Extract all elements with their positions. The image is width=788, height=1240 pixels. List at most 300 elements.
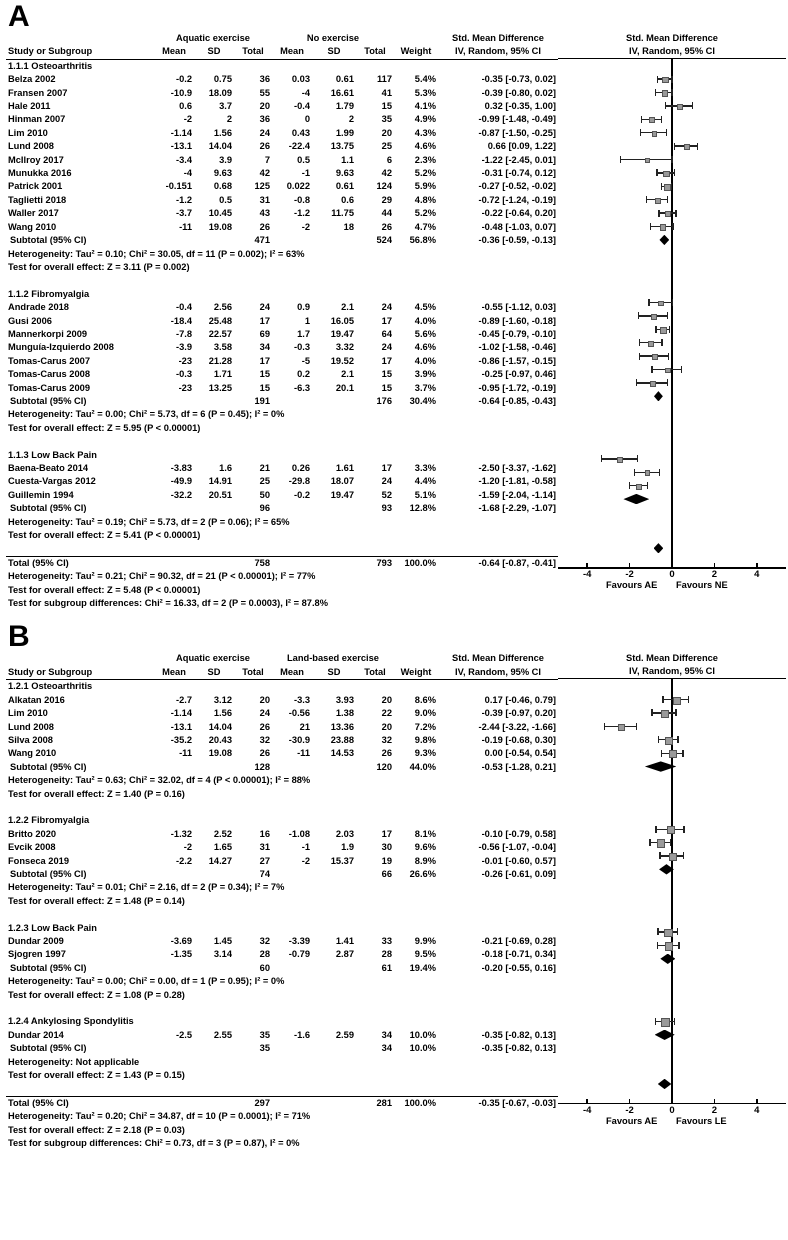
study-name: Patrick 2001 [8, 181, 63, 192]
ci-cap-lower [662, 696, 663, 703]
subtotal-row [6, 761, 558, 774]
subgroup-label: 1.1.1 Osteoarthritis [8, 60, 93, 71]
forest-panel-b [0, 620, 788, 1150]
study-mean1: -49.9 [170, 476, 192, 487]
effect-marker [665, 737, 674, 746]
spacer-row [6, 908, 558, 921]
effect-marker [669, 853, 677, 861]
study-sd2: 19.52 [330, 355, 354, 366]
table-group-header-row [6, 32, 558, 45]
col-mean1: Mean [154, 45, 194, 59]
x-axis-tick-label: 4 [754, 569, 760, 581]
study-effect-ci: 0.66 [0.09, 1.22] [487, 141, 556, 152]
study-weight: 9.6% [414, 842, 436, 853]
heterogeneity-note: Heterogeneity: Tau² = 0.10; Chi² = 30.05, df = 11 (P = 0.002); I² = 63% [8, 248, 305, 259]
table-row [6, 855, 558, 868]
study-name: Cuesta-Vargas 2012 [8, 476, 96, 487]
total-label: Total (95% CI) [6, 1096, 154, 1110]
subgroup-label: 1.1.3 Low Back Pain [8, 449, 97, 460]
heterogeneity-note: Heterogeneity: Tau² = 0.63; Chi² = 32.02, df = 4 (P < 0.00001); I² = 88% [8, 775, 311, 786]
subtotal-weight: 10.0% [409, 1043, 436, 1054]
study-sd1: 3.58 [213, 342, 232, 353]
study-sd2: 2.1 [341, 369, 354, 380]
col-study: Study or Subgroup [6, 666, 154, 680]
table-row [6, 721, 558, 734]
ci-cap-lower [629, 482, 630, 489]
study-sd2: 3.93 [335, 694, 354, 705]
heterogeneity-row [6, 408, 558, 421]
study-sd2: 1.38 [335, 708, 354, 719]
x-axis-tick-label: 4 [754, 1104, 760, 1116]
study-sd2: 23.88 [330, 734, 354, 745]
col-total2: Total [356, 45, 394, 59]
study-sd2: 1.61 [335, 463, 354, 473]
study-mean1: -1.14 [170, 127, 192, 138]
ci-cap-upper [675, 210, 676, 217]
study-weight: 4.4% [414, 476, 436, 487]
study-mean1: -0.151 [165, 181, 192, 192]
study-total2: 17 [381, 315, 392, 326]
study-name: Hinman 2007 [8, 114, 66, 125]
table-group-header-row [6, 652, 558, 665]
group1-header: Aquatic exercise [176, 653, 250, 664]
study-total2: 17 [381, 463, 392, 473]
study-effect-ci: -0.56 [-1.07, -0.04] [478, 842, 556, 853]
study-mean1: -0.2 [175, 74, 192, 85]
spacer-row [6, 1082, 558, 1096]
overall-effect-row [6, 529, 558, 542]
study-sd1: 19.08 [208, 221, 232, 232]
ci-cap-upper [681, 366, 682, 373]
study-sd2: 0.61 [335, 74, 354, 85]
study-weight: 4.0% [414, 315, 436, 326]
study-name: Sjogren 1997 [8, 949, 66, 960]
study-mean1: -3.69 [170, 936, 192, 946]
study-total2: 33 [381, 936, 392, 946]
subtotal-total1: 60 [259, 962, 270, 973]
study-effect-ci: -0.87 [-1.50, -0.25] [478, 127, 556, 138]
effect-marker [660, 327, 667, 334]
subtotal-total2: 120 [376, 761, 392, 772]
subgroup-header-row [6, 59, 558, 73]
ci-cap-upper [692, 102, 693, 109]
study-total2: 6 [386, 154, 392, 165]
study-sd1: 1.56 [213, 127, 232, 138]
effect-marker [636, 484, 642, 490]
study-mean1: -10.9 [170, 87, 192, 98]
study-sd2: 14.53 [330, 748, 354, 759]
study-name: Fransen 2007 [8, 87, 68, 98]
plot-subtitle: IV, Random, 95% CI [629, 46, 715, 56]
subtotal-label: Subtotal (95% CI) [10, 962, 87, 973]
study-effect-ci: -2.44 [-3.22, -1.66] [478, 721, 556, 732]
subgroup-header-row [6, 680, 558, 694]
study-weight: 5.1% [414, 489, 436, 500]
study-sd1: 14.27 [208, 855, 232, 866]
ci-cap-lower [665, 102, 666, 109]
ci-cap-lower [646, 196, 647, 203]
subtotal-row [6, 962, 558, 975]
favours-left-label: Favours AE [606, 580, 658, 591]
study-mean2: -2 [301, 221, 310, 232]
ci-cap-lower [655, 826, 656, 833]
ci-cap-lower [661, 750, 662, 757]
total-note-row-0 [6, 570, 558, 583]
effect-marker [618, 724, 625, 731]
favours-right-label: Favours NE [676, 580, 728, 591]
plot-subtitle: IV, Random, 95% CI [629, 666, 715, 677]
study-mean1: -13.1 [170, 721, 192, 732]
x-axis-tick-label: 2 [711, 569, 718, 581]
study-effect-ci: -0.31 [-0.74, 0.12] [481, 168, 556, 179]
x-axis-tick-label: -2 [625, 569, 634, 581]
col-mean1: Mean [154, 666, 194, 680]
study-weight: 10.0% [409, 1029, 436, 1040]
study-mean1: -3.7 [175, 208, 192, 219]
study-mean2: -6.3 [293, 382, 310, 393]
ci-cap-upper [677, 736, 678, 743]
col-total2: Total [356, 666, 394, 680]
effect-marker [662, 77, 668, 83]
study-mean1: -3.4 [175, 154, 192, 165]
effect-marker [617, 457, 622, 462]
ci-cap-lower [661, 183, 662, 190]
subgroup-label: 1.2.3 Low Back Pain [8, 922, 97, 933]
plot-title: Std. Mean Difference [626, 653, 718, 664]
study-mean2: 0.03 [291, 74, 310, 85]
study-weight: 7.2% [414, 721, 436, 732]
overall-effect-note: Test for overall effect: Z = 1.48 (P = 0.14) [8, 895, 185, 906]
study-total1: 26 [259, 141, 270, 152]
study-sd1: 0.75 [213, 74, 232, 85]
study-mean1: -0.3 [175, 369, 192, 380]
subgroup-header-row [6, 288, 558, 301]
study-total2: 24 [381, 302, 392, 313]
table-row [6, 194, 558, 207]
study-sd1: 2.52 [213, 828, 232, 839]
heterogeneity-row [6, 516, 558, 529]
subgroup-header-row [6, 449, 558, 462]
study-mean1: -3.83 [170, 463, 192, 473]
ci-cap-upper [661, 116, 662, 123]
study-sd2: 20.1 [335, 382, 354, 393]
subtotal-effect-ci: -0.20 [-0.55, 0.16] [481, 962, 556, 973]
ci-cap-upper [671, 89, 672, 96]
study-sd2: 16.05 [330, 315, 354, 326]
study-total2: 34 [381, 1029, 392, 1040]
ci-cap-lower [620, 156, 621, 163]
subtotal-total2: 524 [376, 235, 392, 246]
table-row [6, 328, 558, 341]
study-total1: 17 [259, 355, 270, 366]
study-mean2: -5 [301, 355, 310, 366]
total-note-row-2 [6, 1137, 558, 1150]
ci-cap-lower [634, 469, 635, 476]
study-sd2: 0.6 [341, 194, 354, 205]
table-row [6, 734, 558, 747]
x-axis-tick-label: -4 [582, 569, 592, 581]
study-total1: 28 [259, 949, 270, 960]
spacer-row [6, 435, 558, 448]
effect-marker [658, 301, 664, 307]
effect-marker [677, 104, 683, 110]
table-row [6, 462, 558, 475]
total-row [6, 1096, 558, 1110]
col-sd2: SD [312, 666, 356, 680]
overall-effect-note: Test for overall effect: Z = 1.08 (P = 0.28) [8, 989, 185, 1000]
study-total2: 17 [381, 828, 392, 839]
panel-letter: B [8, 620, 29, 654]
subtotal-total1: 35 [259, 1043, 270, 1054]
x-axis-tick [586, 1099, 588, 1104]
study-sd1: 1.71 [213, 369, 232, 380]
subtotal-total2: 66 [381, 868, 392, 879]
study-weight: 5.4% [414, 74, 436, 85]
ci-cap-upper [659, 469, 660, 476]
ci-cap-lower [651, 709, 652, 716]
spacer-row [6, 542, 558, 556]
study-sd1: 14.04 [208, 141, 232, 152]
effect-marker [662, 90, 668, 96]
study-mean2: 1 [304, 315, 310, 326]
effect-marker [665, 211, 671, 217]
subtotal-effect-ci: -0.26 [-0.61, 0.09] [481, 868, 556, 879]
ci-cap-upper [697, 143, 698, 150]
effect-marker [667, 826, 675, 834]
study-sd2: 2.59 [335, 1029, 354, 1040]
study-effect-ci: -1.22 [-2.45, 0.01] [481, 154, 556, 165]
table-row [6, 935, 558, 948]
x-axis-tick-label: 2 [711, 1104, 718, 1116]
study-total1: 32 [259, 936, 270, 946]
study-table [6, 32, 558, 610]
study-mean2: -1.6 [293, 1029, 310, 1040]
study-mean2: -1 [301, 168, 310, 179]
total-weight: 100.0% [394, 1096, 438, 1110]
study-sd1: 0.68 [213, 181, 232, 192]
study-total2: 124 [376, 181, 392, 192]
forest-plot-canvas [558, 32, 786, 593]
subtotal-row [6, 1042, 558, 1055]
study-name: Dundar 2009 [8, 936, 64, 946]
ci-cap-lower [650, 223, 651, 230]
study-sd1: 21.28 [208, 355, 232, 366]
study-sd1: 14.04 [208, 721, 232, 732]
study-effect-ci: -0.45 [-0.79, -0.10] [478, 328, 556, 339]
subtotal-total1: 471 [254, 235, 270, 246]
ci-cap-lower [657, 76, 658, 83]
study-effect-ci: -0.35 [-0.82, 0.13] [481, 1029, 556, 1040]
study-weight: 8.6% [414, 694, 436, 705]
ci-cap-lower [649, 839, 650, 846]
total-note: Test for subgroup differences: Chi² = 0.73, df = 3 (P = 0.87), I² = 0% [8, 1138, 300, 1149]
study-mean2: 0.43 [291, 127, 310, 138]
study-sd2: 2.1 [341, 302, 354, 313]
study-name: Mannerkorpi 2009 [8, 328, 88, 339]
table-row [6, 221, 558, 234]
study-total2: 15 [381, 101, 392, 112]
study-total2: 52 [381, 489, 392, 500]
study-name: Baena-Beato 2014 [8, 463, 89, 473]
effect-marker [665, 942, 674, 951]
subtotal-label: Subtotal (95% CI) [10, 235, 87, 246]
study-sd2: 13.75 [330, 141, 354, 152]
total-total1: 758 [234, 556, 272, 570]
total-diamond [658, 1079, 672, 1089]
study-mean2: -30.9 [288, 734, 310, 745]
study-mean2: 1.7 [297, 328, 310, 339]
effect-marker [669, 750, 677, 758]
study-name: Hale 2011 [8, 101, 51, 112]
study-effect-ci: 0.00 [-0.54, 0.54] [484, 748, 556, 759]
ci-cap-lower [655, 89, 656, 96]
effect-marker [652, 131, 658, 137]
study-name: Alkatan 2016 [8, 694, 65, 705]
study-total2: 117 [377, 74, 392, 85]
x-axis-tick [629, 1099, 631, 1104]
study-mean2: -1.2 [293, 208, 310, 219]
ci-cap-lower [604, 723, 605, 730]
study-total1: 24 [259, 302, 270, 313]
study-total1: 36 [259, 74, 270, 85]
study-table [6, 652, 558, 1150]
study-mean1: -2.2 [175, 855, 192, 866]
overall-effect-row [6, 261, 558, 274]
effect-header: Std. Mean Difference [452, 33, 544, 43]
study-name: Guillemin 1994 [8, 489, 74, 500]
subtotal-effect-ci: -1.68 [-2.29, -1.07] [478, 503, 556, 514]
table-row [6, 167, 558, 180]
subtotal-label: Subtotal (95% CI) [10, 503, 87, 514]
overall-effect-note: Test for overall effect: Z = 1.40 (P = 0.16) [8, 788, 185, 799]
ci-cap-upper [668, 353, 669, 360]
study-total1: 26 [259, 721, 270, 732]
subtotal-weight: 44.0% [409, 761, 436, 772]
study-total1: 26 [259, 748, 270, 759]
study-name: Wang 2010 [8, 748, 57, 759]
study-total1: 21 [259, 463, 270, 473]
ci-cap-upper [672, 299, 673, 306]
study-total2: 32 [381, 734, 392, 745]
study-effect-ci: 0.32 [-0.35, 1.00] [484, 101, 556, 112]
ci-cap-lower [638, 312, 639, 319]
study-weight: 4.5% [414, 302, 436, 313]
study-name: Silva 2008 [8, 734, 53, 745]
study-sd1: 1.6 [219, 463, 232, 473]
study-total1: 17 [259, 315, 270, 326]
study-sd1: 1.56 [213, 708, 232, 719]
study-mean2: -0.79 [288, 949, 310, 960]
study-name: Lim 2010 [8, 127, 48, 138]
study-total1: 7 [264, 154, 270, 165]
study-sd2: 15.37 [330, 855, 354, 866]
study-mean1: -2.7 [175, 694, 192, 705]
ci-cap-upper [667, 379, 668, 386]
study-sd1: 14.91 [208, 476, 232, 487]
ci-cap-upper [674, 1018, 675, 1025]
study-sd1: 1.65 [213, 842, 232, 853]
subtotal-row [6, 234, 558, 247]
col-total1: Total [234, 666, 272, 680]
spacer-row [6, 1002, 558, 1015]
study-total2: 28 [381, 949, 392, 960]
study-total1: 15 [259, 369, 270, 380]
ci-cap-upper [683, 826, 684, 833]
study-sd1: 13.25 [208, 382, 232, 393]
x-axis-tick [586, 563, 588, 568]
total-note-row-2 [6, 597, 558, 610]
total-note-row-1 [6, 1124, 558, 1137]
subtotal-diamond [623, 494, 649, 504]
heterogeneity-row [6, 975, 558, 988]
study-mean2: -4 [301, 87, 310, 98]
x-axis-tick-label: -4 [582, 1104, 592, 1116]
study-sd1: 3.7 [219, 101, 232, 112]
ci-cap-upper [675, 709, 676, 716]
x-axis-tick [671, 563, 673, 568]
subtotal-diamond [654, 391, 663, 401]
x-axis-tick [756, 1099, 758, 1104]
effect-marker [652, 354, 658, 360]
study-sd2: 0.61 [335, 181, 354, 192]
total-label: Total (95% CI) [6, 556, 154, 570]
heterogeneity-note: Heterogeneity: Tau² = 0.00; Chi² = 0.00, df = 1 (P = 0.95); I² = 0% [8, 976, 285, 987]
table-row [6, 1029, 558, 1042]
study-total1: 24 [259, 708, 270, 719]
study-effect-ci: -0.35 [-0.73, 0.02] [481, 74, 556, 85]
study-effect-ci: -0.01 [-0.60, 0.57] [481, 855, 556, 866]
subtotal-effect-ci: -0.35 [-0.82, 0.13] [481, 1043, 556, 1054]
total-note: Test for overall effect: Z = 5.48 (P < 0.00001) [8, 584, 201, 595]
study-sd2: 1.79 [335, 101, 354, 112]
study-sd1: 2.55 [213, 1029, 232, 1040]
table-row [6, 100, 558, 113]
study-effect-ci: -0.22 [-0.64, 0.20] [481, 208, 556, 219]
study-total2: 15 [381, 382, 392, 393]
study-sd1: 0.5 [219, 194, 232, 205]
study-mean1: -3.9 [175, 342, 192, 353]
study-total2: 24 [381, 342, 392, 353]
study-effect-ci: -0.21 [-0.69, 0.28] [481, 936, 556, 946]
study-sd2: 19.47 [330, 328, 354, 339]
study-effect-ci: -0.89 [-1.60, -0.18] [478, 315, 556, 326]
ci-cap-upper [677, 928, 678, 935]
study-name: Dundar 2014 [8, 1029, 64, 1040]
study-mean2: 0.5 [297, 154, 310, 165]
table-row [6, 315, 558, 328]
study-mean2: -3.39 [288, 936, 310, 946]
col-effect-ci: IV, Random, 95% CI [438, 666, 558, 680]
forest-plot-canvas [558, 652, 786, 1128]
study-effect-ci: -0.25 [-0.97, 0.46] [481, 369, 556, 380]
effect-marker [657, 839, 666, 848]
ci-cap-upper [672, 223, 673, 230]
study-sd2: 1.41 [335, 936, 354, 946]
study-mean1: -23 [178, 355, 192, 366]
study-effect-ci: -0.72 [-1.24, -0.19] [478, 194, 556, 205]
study-effect-ci: -0.55 [-1.12, 0.03] [481, 302, 556, 313]
subtotal-label: Subtotal (95% CI) [10, 868, 87, 879]
ci-cap-upper [670, 839, 671, 846]
table-row [6, 73, 558, 86]
study-total2: 30 [381, 842, 392, 853]
effect-marker [663, 171, 669, 177]
study-weight: 5.2% [414, 208, 436, 219]
study-sd2: 2.87 [335, 949, 354, 960]
study-mean2: -11 [297, 748, 310, 759]
subtotal-total1: 191 [254, 395, 270, 406]
panel-gap [0, 610, 788, 620]
